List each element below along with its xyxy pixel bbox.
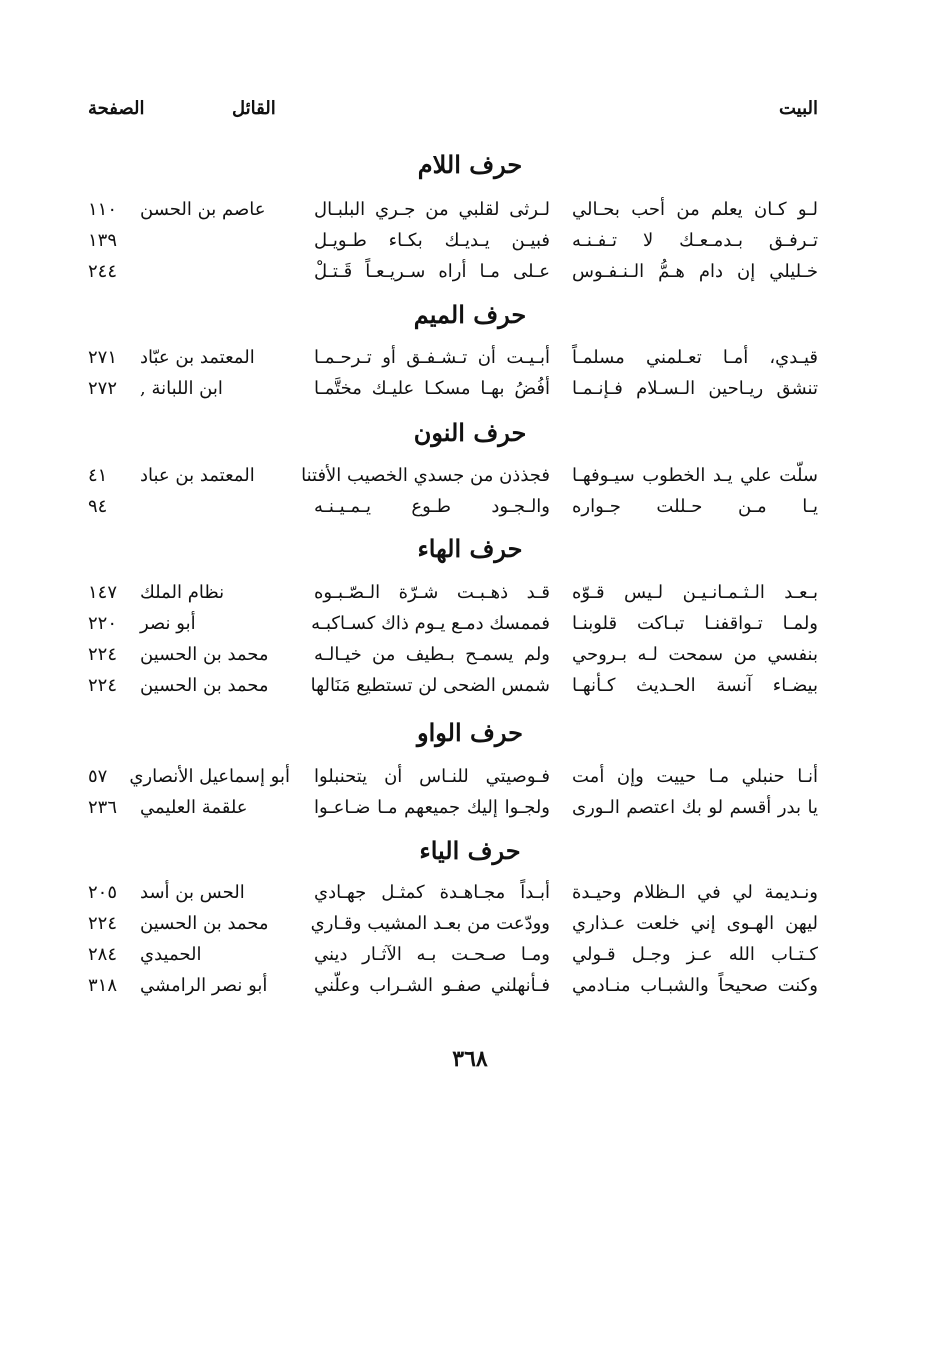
- verse-second-hemistich: فـوصيتي للنـاس أن يتحنبلوا: [314, 766, 550, 787]
- index-row: [0, 909, 940, 939]
- section-title: حرف النون: [413, 418, 527, 447]
- verse-second-hemistich: قـد ذهـبـت شـرّة الـصّـبـوه: [314, 582, 550, 603]
- index-row: [0, 793, 940, 823]
- poet-name: المعتمد بن عباد: [140, 465, 255, 486]
- page-ref: ٢٠٥: [88, 882, 118, 903]
- index-row: [0, 343, 940, 373]
- column-header-poet: القائل: [232, 98, 276, 119]
- section-title: حرف اللام: [417, 150, 523, 179]
- index-row: [0, 940, 940, 970]
- verse-first-hemistich: لـو كـان يعلم من أحب بحـالي: [572, 199, 818, 220]
- index-row: [0, 609, 940, 639]
- page-ref: ٢٧١: [88, 347, 118, 368]
- poet-name: المعتمد بن عبّاد: [140, 347, 255, 368]
- verse-first-hemistich: سلّت علي يـد الخطوب سيـوفهـا: [572, 465, 818, 486]
- verse-first-hemistich: قيـدي، أمـا تعـلمني مسلمـاً: [572, 347, 818, 368]
- verse-second-hemistich: فممسك دمـع يـوم ذاك كسـاكبـه: [311, 613, 550, 634]
- verse-first-hemistich: وكنت صحيحاً والشبـاب منـادمي: [572, 975, 818, 996]
- poet-name: محمد بن الحسين: [140, 913, 269, 934]
- verse-second-hemistich: فـأنهلني صفـو الشـراب وعلّني: [314, 975, 550, 996]
- page-ref: ٢٨٤: [88, 944, 118, 965]
- verse-first-hemistich: تنشق ريـاحين الـسـلام فـإنـمـا: [572, 378, 818, 399]
- column-header-page: الصفحة: [88, 98, 145, 119]
- poet-name: الحس بن أسد: [140, 882, 245, 903]
- index-row: [0, 374, 940, 404]
- verse-first-hemistich: كـتـاب الله عـز وجـل قـولي: [572, 944, 818, 965]
- verse-second-hemistich: فبيـن يـديـك بكـاء طـويـل: [314, 230, 550, 251]
- page-ref: ١٣٩: [88, 230, 118, 251]
- verse-second-hemistich: أفُضُ بهـا مسكـا عليـك مختَّمـا: [314, 378, 550, 399]
- index-row: [0, 195, 940, 225]
- verse-second-hemistich: لـرثى لقلبي من جـري البلبـال: [314, 199, 550, 220]
- page-ref: ٢٢٠: [88, 613, 118, 634]
- page-ref: ٢٧٢: [88, 378, 118, 399]
- verse-second-hemistich: وودّعت من بعـد المشيب وقـاري: [310, 913, 550, 934]
- index-row: [0, 578, 940, 608]
- page-ref: ١٤٧: [88, 582, 118, 603]
- verse-second-hemistich: والـجـود طـوع يـمـيـنـه: [314, 496, 550, 517]
- section-title: حرف الهاء: [417, 534, 523, 563]
- page-ref: ٥٧: [88, 766, 108, 787]
- verse-first-hemistich: بيضـاء آنسة الحـديث كـأنهـا: [572, 675, 818, 696]
- page-number: ٣٦٨: [452, 1046, 488, 1072]
- page-ref: ٢٢٤: [88, 913, 118, 934]
- index-row: [0, 640, 940, 670]
- poet-name: محمد بن الحسين: [140, 675, 269, 696]
- verse-second-hemistich: فجذذن من جسدي الخصيب الأفتنا: [301, 465, 550, 486]
- poet-name: أبو إسماعيل الأنصاري: [129, 766, 290, 787]
- page-ref: ٢٢٤: [88, 644, 118, 665]
- index-row: [0, 971, 940, 1001]
- verse-first-hemistich: خـليلي إن دام هـمُّ الـنـفـوس: [572, 261, 818, 282]
- page-ref: ٢٤٤: [88, 261, 118, 282]
- verse-second-hemistich: أبـداً مجـاهـدة كمثـل جهـادي: [314, 882, 550, 903]
- verse-second-hemistich: عـلى مـا أراه سـريـعـاً قَـتـلْ: [314, 261, 550, 282]
- page-ref: ٩٤: [88, 496, 108, 517]
- section-title: حرف الواو: [417, 718, 523, 747]
- poet-name: علقمة العليمي: [140, 797, 248, 818]
- verse-first-hemistich: تـرفـق بـدمـعـك لا تـفـنـه: [572, 230, 818, 251]
- index-row: [0, 226, 940, 256]
- index-row: [0, 671, 940, 701]
- verse-second-hemistich: ولجـوا إليك جميعهم مـا ضـاعـوا: [314, 797, 550, 818]
- verse-first-hemistich: بنفسي من سمحت لـه بـروحي: [572, 644, 818, 665]
- index-row: [0, 492, 940, 522]
- index-row: [0, 878, 940, 908]
- verse-first-hemistich: ونـديمة لي في الـظلام وحيـدة: [572, 882, 818, 903]
- verse-second-hemistich: شمس الضحى لن تستطيع مَنَالها: [310, 675, 550, 696]
- poet-name: محمد بن الحسين: [140, 644, 269, 665]
- page-ref: ٤١: [88, 465, 108, 486]
- page-ref: ٢٣٦: [88, 797, 118, 818]
- poet-name: الحميدي: [140, 944, 202, 965]
- poet-name: عاصم بن الحسن: [140, 199, 266, 220]
- poet-name: أبو نصر: [140, 613, 196, 634]
- verse-first-hemistich: يـا مـن حـللت جـواره: [572, 496, 818, 517]
- verse-first-hemistich: يا بدر أقسم لو بك اعتصم الـورى: [572, 797, 818, 818]
- poet-name: أبو نصر الرامشي: [140, 975, 268, 996]
- verse-second-hemistich: ومـا صـحـت بـه الآثـار ديني: [314, 944, 550, 965]
- page-ref: ١١٠: [88, 199, 118, 220]
- page-ref: ٣١٨: [88, 975, 118, 996]
- section-title: حرف الميم: [413, 300, 527, 329]
- index-row: [0, 762, 940, 792]
- column-header-verse: البيت: [778, 98, 818, 119]
- verse-first-hemistich: ليهن الهـوى إني خلعت عـذاري: [572, 913, 818, 934]
- index-row: [0, 461, 940, 491]
- verse-first-hemistich: بـعـد الـثـمـانـيـن لـيس قـوّه: [572, 582, 818, 603]
- section-title: حرف الياء: [419, 836, 521, 865]
- poet-name: ابن اللبانة ,: [140, 378, 223, 399]
- verse-second-hemistich: ولم يسمـح بـطيف من خيـالـه: [314, 644, 550, 665]
- page-ref: ٢٢٤: [88, 675, 118, 696]
- index-row: [0, 257, 940, 287]
- verse-first-hemistich: أنـا حنبلي مـا حييت وإن أمت: [572, 766, 818, 787]
- verse-first-hemistich: ولمـا تـواقفنـا تبـاكت قلوبنـا: [572, 613, 818, 634]
- verse-second-hemistich: أبـيـت أن تـشـفـق أو تـرحـمـا: [314, 347, 550, 368]
- poet-name: نظام الملك: [140, 582, 225, 603]
